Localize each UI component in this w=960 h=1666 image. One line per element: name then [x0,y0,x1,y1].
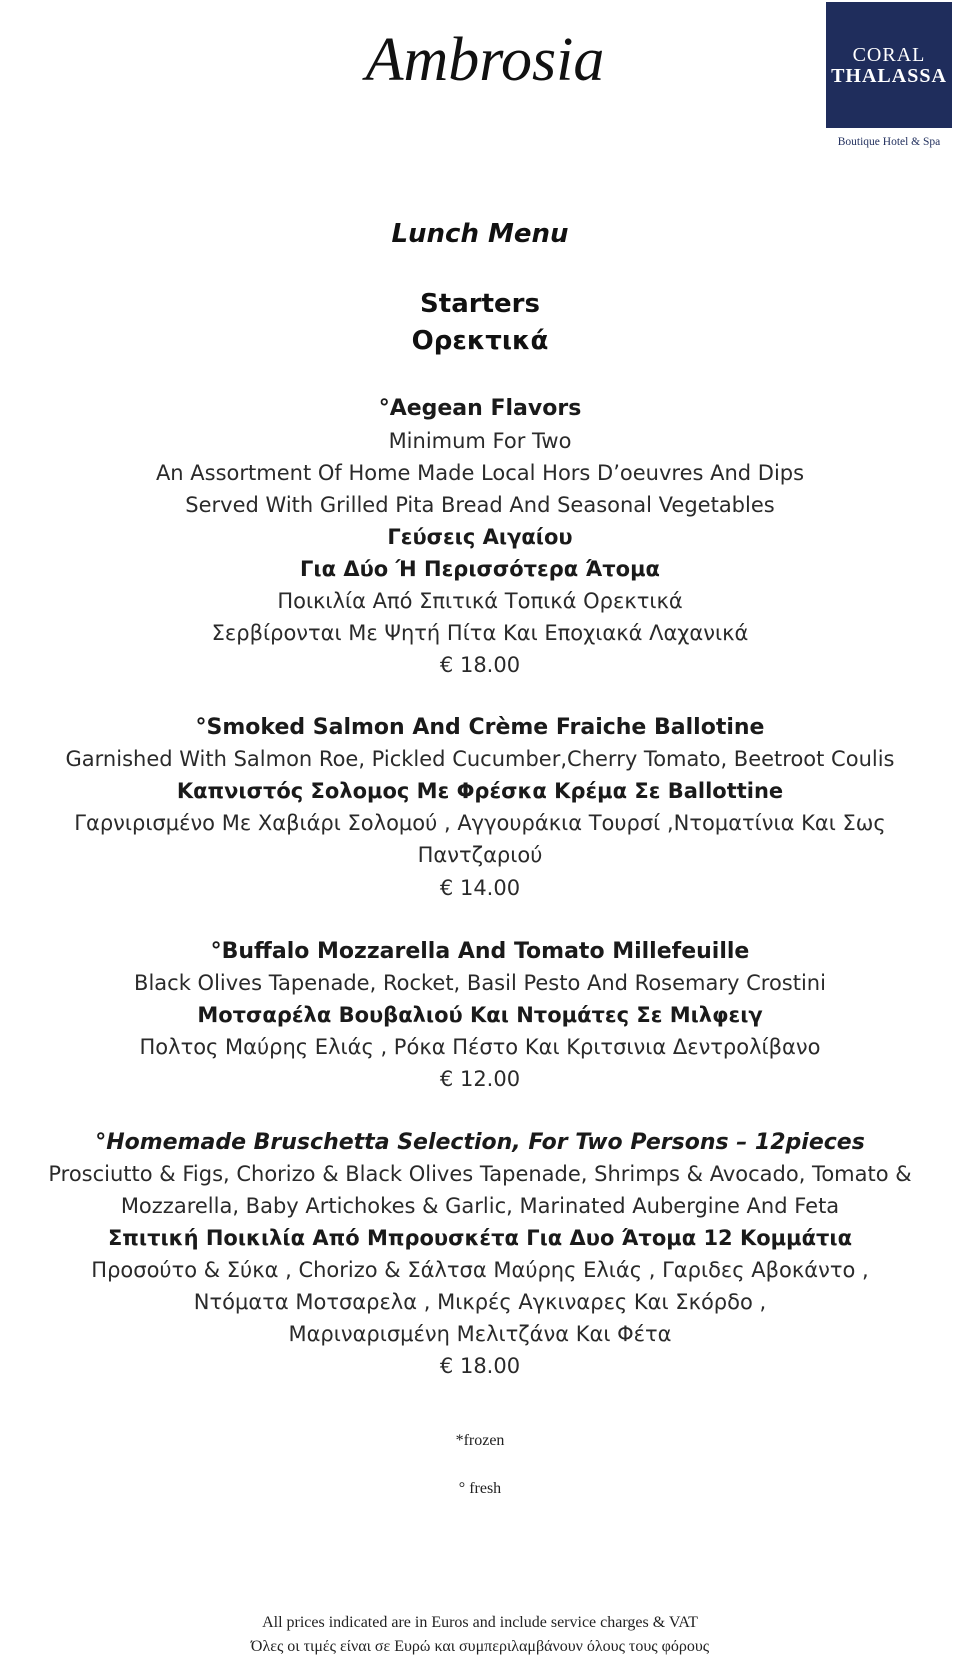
dish-desc-en: Minimum For Two [388,429,572,453]
coral-thalassa-logo [826,2,952,128]
dish-desc-gr: Γαρνιρισμένο Με Χαβιάρι Σολομού , Αγγουράκια Τουρσί ,Ντοματίνια Και Σως [74,811,886,835]
dish-price: € 14.00 [439,876,521,900]
ambrosia-logo [350,8,620,108]
dish-desc-gr: Σερβίρονται Με Ψητή Πίτα Και Εποχιακά Λαχανικά [211,621,749,645]
dish-desc-gr: Ποικιλία Από Σπιτικά Τοπικά Ορεκτικά [277,589,683,613]
note-frozen: *frozen [455,1432,505,1449]
dish-name-gr: Καπνιστός Σολομος Με Φρέσκα Κρέμα Σε Ballottine [176,779,784,803]
section-title-en: Starters [420,289,540,319]
dish-name-gr: Για Δύο Ή Περισσότερα Άτομα [300,557,660,581]
dish-price: € 18.00 [439,1354,521,1378]
brand-subtitle: Boutique Hotel & Spa [837,136,941,148]
ambrosia-logo-text: Ambrosia [365,26,605,94]
dish-desc-en: Prosciutto & Figs, Chorizo & Black Olives Tapenade, Shrimps & Avocado, Tomato & [48,1162,912,1186]
dish-desc-gr: Προσούτο & Σύκα , Chorizo & Σάλτσα Μαύρης Ελιάς , Γαριδες Αβοκάντο , [91,1258,869,1282]
dish-name-en: °Aegean Flavors [378,396,582,421]
note-fresh: ° fresh [458,1480,502,1497]
dish-name-gr: Μοτσαρέλα Βουβαλιού Και Ντομάτες Σε Μιλφειγ [197,1003,763,1027]
menu-title: Lunch Menu [391,219,569,249]
footer-prices-en: All prices indicated are in Euros and include service charges & VAT [262,1614,698,1631]
dish-desc-en: Black Olives Tapenade, Rocket, Basil Pesto And Rosemary Crostini [134,971,826,995]
dish-desc-en: An Assortment Of Home Made Local Hors D’oeuvres And Dips [155,461,805,485]
dish-name-en: °Buffalo Mozzarella And Tomato Millefeuille [210,939,750,964]
dish-desc-gr: Παντζαριού [417,843,543,867]
section-title-gr: Ορεκτικά [411,326,549,356]
dish-name-en: °Homemade Bruschetta Selection, For Two Persons – 12pieces [95,1130,865,1155]
dish-desc-en: Garnished With Salmon Roe, Pickled Cucumber,Cherry Tomato, Beetroot Coulis [65,747,895,771]
brand-line-1: CORAL [852,43,926,66]
dish-desc-gr: Ντόματα Μοτσαρελα , Μικρές Αγκιναρες Και Σκόρδο , [193,1290,767,1314]
dish-desc-en: Served With Grilled Pita Bread And Seasonal Vegetables [185,493,775,517]
dish-desc-gr: Μαριναρισμένη Μελιτζάνα Και Φέτα [288,1322,672,1346]
dish-price: € 12.00 [439,1067,521,1091]
dish-desc-gr: Πολτος Μαύρης Ελιάς , Ρόκα Πέστο Και Κριτσινια Δεντρολίβανο [139,1035,821,1059]
dish-desc-en: Mozzarella, Baby Artichokes & Garlic, Marinated Aubergine And Feta [120,1194,840,1218]
brand-line-2: THALASSA [831,64,947,87]
dish-price: € 18.00 [439,653,521,677]
footer-prices-gr: Όλες οι τιμές είναι σε Ευρώ και συμπεριλαμβάνουν όλους τους φόρους [250,1638,710,1655]
dish-name-gr: Σπιτική Ποικιλία Από Μπρουσκέτα Για Δυο Άτομα 12 Κομμάτια [107,1226,853,1250]
dish-name-gr: Γεύσεις Αιγαίου [387,525,573,549]
dish-name-en: °Smoked Salmon And Crème Fraiche Ballotine [195,715,765,740]
